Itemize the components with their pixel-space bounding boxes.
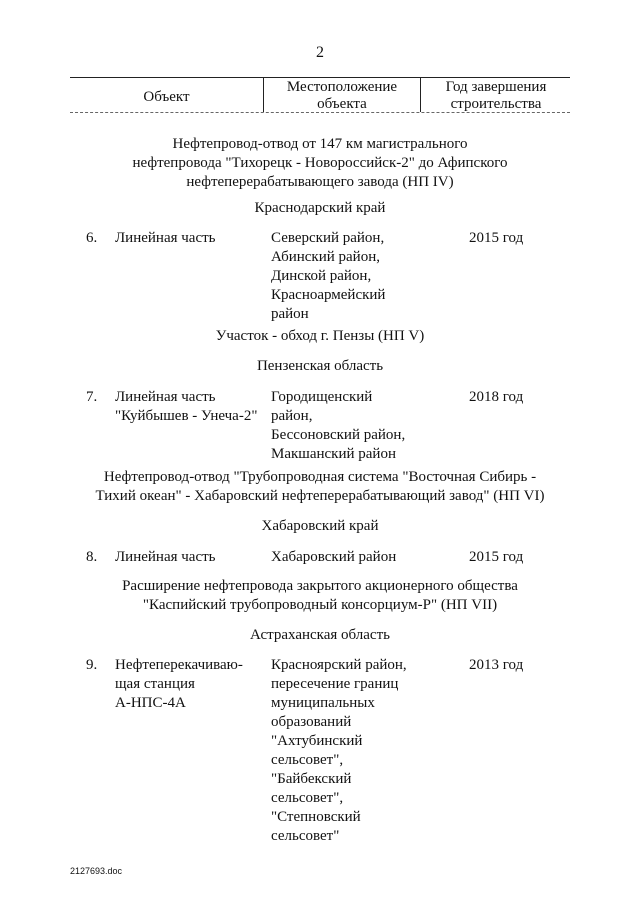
row-object xyxy=(115,656,243,713)
row-location-line: Динской район, xyxy=(271,268,372,284)
header-object: Объект xyxy=(143,89,190,105)
header-location-line: Местоположение xyxy=(286,79,398,95)
row-location-line: Красноармейский xyxy=(271,287,386,303)
row-location xyxy=(271,229,385,324)
row-object-line: Линейная часть xyxy=(115,389,216,405)
section-title: Участок - обход г. Пензы (НП V) xyxy=(215,328,425,344)
row-object xyxy=(115,388,257,426)
row-location-line: Хабаровский район xyxy=(271,549,397,565)
row-number: 7. xyxy=(86,389,98,405)
header-year-line: строительства xyxy=(450,96,542,112)
row-year: 2015 год xyxy=(469,549,524,565)
region-heading: Краснодарский край xyxy=(254,200,386,216)
row-location-line: Красноярский район, xyxy=(271,657,407,673)
section-title-line: нефтеперерабатывающего завода (НП IV) xyxy=(186,174,454,190)
row-number: 9. xyxy=(86,657,98,673)
section-title-line: нефтепровода "Тихорецк - Новороссийск-2" до Афипского xyxy=(132,155,508,171)
row-location xyxy=(271,388,405,464)
row-location-line: Северский район, xyxy=(271,230,385,246)
section-title xyxy=(40,577,600,615)
row-year: 2015 год xyxy=(469,230,524,246)
row-location xyxy=(271,548,396,567)
region-heading: Хабаровский край xyxy=(261,518,379,534)
row-object-line: А-НПС-4А xyxy=(115,695,186,711)
footer-file-code: 2127693.doc xyxy=(70,866,123,876)
row-object xyxy=(115,548,216,567)
row-location-line: Абинский район, xyxy=(271,249,380,265)
section-title-line: Расширение нефтепровода закрытого акционерного общества xyxy=(122,578,518,594)
row-object-line: Линейная часть xyxy=(115,230,216,246)
row-location-line: сельсовет", xyxy=(271,790,344,806)
region-heading: Астраханская область xyxy=(250,627,390,643)
row-object-line: Линейная часть xyxy=(115,549,216,565)
header-year-line: Год завершения xyxy=(445,79,547,95)
row-location-line: муниципальных xyxy=(271,695,375,711)
row-year: 2018 год xyxy=(469,389,524,405)
header-location xyxy=(264,79,420,113)
section-title-line: "Каспийский трубопроводный консорциум-Р" (НП VII) xyxy=(142,597,498,613)
row-object-line: "Куйбышев - Унеча-2" xyxy=(115,408,258,424)
row-location-line: район, xyxy=(271,408,313,424)
section-title-line: Тихий океан" - Хабаровский нефтеперерабатывающий завод" (НП VI) xyxy=(95,488,545,504)
row-location-line: пересечение границ xyxy=(271,676,399,692)
section-title xyxy=(60,135,580,192)
row-location-line: сельсовет", xyxy=(271,752,344,768)
row-location-line: "Степновский xyxy=(271,809,361,825)
region-heading: Пензенская область xyxy=(256,358,384,374)
row-location-line: Бессоновский район, xyxy=(271,427,406,443)
row-location xyxy=(271,656,407,846)
row-location-line: образований xyxy=(271,714,352,730)
row-location-line: "Ахтубинский xyxy=(271,733,363,749)
header-top-rule xyxy=(70,77,570,78)
row-year: 2013 год xyxy=(469,657,524,673)
page-number: 2 xyxy=(316,44,324,61)
row-object-line: Нефтеперекачиваю- xyxy=(115,657,243,673)
section-title-line: Нефтепровод-отвод от 147 км магистрального xyxy=(172,136,468,152)
row-number: 8. xyxy=(86,549,98,565)
header-year xyxy=(421,79,571,113)
header-location-line: объекта xyxy=(317,96,367,112)
section-title xyxy=(40,468,600,506)
row-number: 6. xyxy=(86,230,98,246)
row-location-line: сельсовет" xyxy=(271,828,340,844)
section-title-line: Нефтепровод-отвод "Трубопроводная система "Восточная Сибирь - xyxy=(103,469,537,485)
row-object-line: щая станция xyxy=(115,676,195,692)
row-location-line: район xyxy=(271,306,309,322)
row-location-line: "Байбекский xyxy=(271,771,352,787)
row-location-line: Городищенский xyxy=(271,389,373,405)
row-location-line: Макшанский район xyxy=(271,446,396,462)
row-object xyxy=(115,229,216,248)
